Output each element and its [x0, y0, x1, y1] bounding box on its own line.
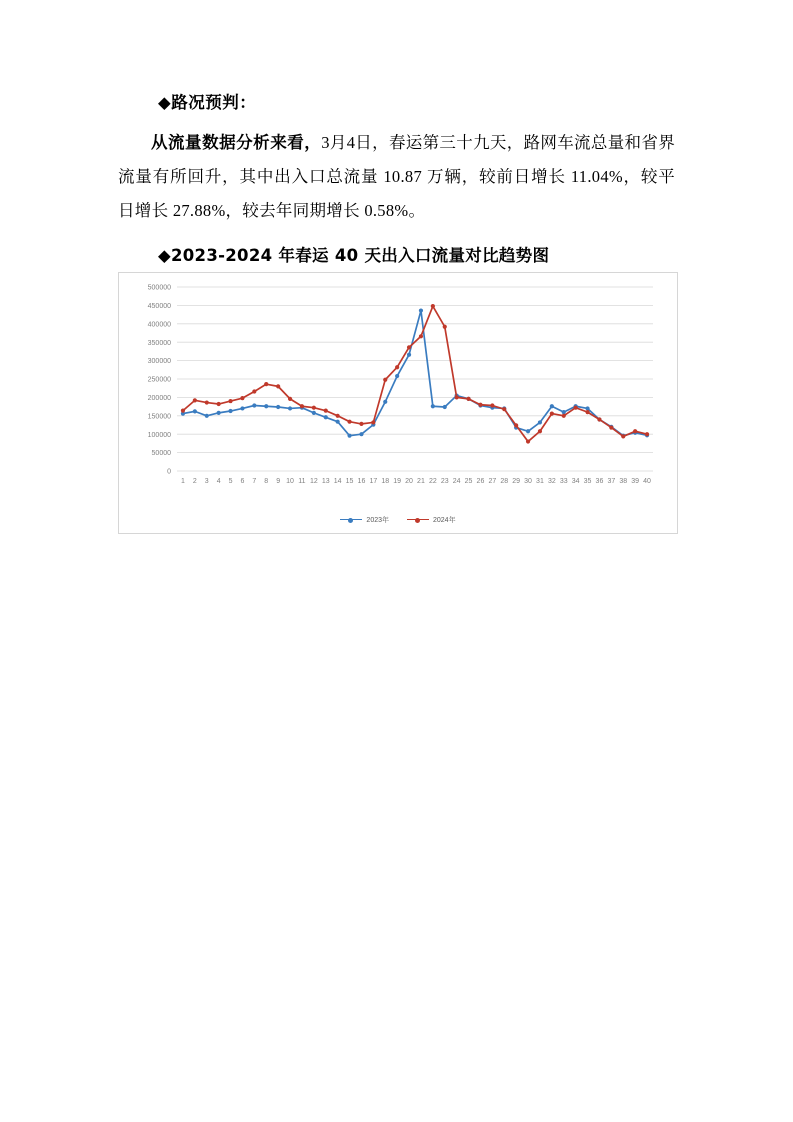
- svg-text:34: 34: [571, 477, 580, 485]
- paragraph-lead: 从流量数据分析来看，: [151, 133, 322, 153]
- svg-text:23: 23: [440, 477, 449, 485]
- svg-text:6: 6: [240, 477, 245, 485]
- svg-text:24: 24: [452, 477, 461, 485]
- svg-text:11: 11: [298, 477, 306, 485]
- legend-line-icon: [340, 519, 362, 520]
- svg-text:19: 19: [393, 477, 402, 485]
- svg-text:300000: 300000: [147, 358, 171, 366]
- svg-text:8: 8: [264, 477, 269, 485]
- svg-text:150000: 150000: [147, 413, 171, 421]
- svg-text:15: 15: [345, 477, 354, 485]
- svg-text:16: 16: [357, 477, 366, 485]
- chart-caption: ◆2023-2024 年春运 40 天出入口流量对比趋势图: [158, 245, 550, 265]
- svg-text:35: 35: [583, 477, 592, 485]
- body-paragraph: [118, 126, 675, 227]
- svg-text:29: 29: [512, 477, 521, 485]
- svg-text:10: 10: [286, 477, 294, 485]
- svg-text:17: 17: [369, 477, 378, 485]
- svg-text:200000: 200000: [147, 394, 171, 402]
- svg-text:25: 25: [464, 477, 473, 485]
- svg-text:2: 2: [192, 477, 197, 485]
- svg-text:7: 7: [252, 477, 257, 485]
- svg-text:22: 22: [428, 477, 437, 485]
- svg-text:30: 30: [524, 477, 532, 485]
- svg-text:26: 26: [476, 477, 485, 485]
- svg-text:28: 28: [500, 477, 509, 485]
- svg-text:18: 18: [381, 477, 390, 485]
- svg-text:450000: 450000: [147, 302, 171, 310]
- svg-text:5: 5: [228, 477, 233, 485]
- legend-line-icon: [407, 519, 429, 520]
- line-chart: [119, 273, 677, 533]
- svg-text:3: 3: [204, 477, 209, 485]
- paragraph-rest: 3月4日，春运第三十九天，路网车流总量和省界流量有所回升，其中出入口总流量 10.87 万辆，较前日增长 11.04%，较平日增长 27.88%，较去年同期增长 0.58%。: [118, 133, 676, 221]
- svg-text:13: 13: [321, 477, 330, 485]
- svg-text:500000: 500000: [147, 284, 171, 292]
- chart-container: [118, 272, 678, 534]
- svg-text:12: 12: [309, 477, 318, 485]
- svg-text:33: 33: [559, 477, 568, 485]
- legend-label: 2024年: [433, 516, 456, 524]
- legend-item-2024: [407, 515, 456, 525]
- svg-text:38: 38: [619, 477, 628, 485]
- svg-text:100000: 100000: [147, 431, 171, 439]
- svg-text:36: 36: [595, 477, 604, 485]
- svg-text:37: 37: [607, 477, 616, 485]
- svg-text:50000: 50000: [151, 450, 171, 458]
- legend-item-2023: [340, 515, 389, 525]
- svg-text:9: 9: [276, 477, 281, 485]
- svg-text:350000: 350000: [147, 339, 171, 347]
- svg-text:400000: 400000: [147, 321, 171, 329]
- legend-label: 2023年: [366, 516, 389, 524]
- svg-text:27: 27: [488, 477, 497, 485]
- svg-text:4: 4: [216, 477, 221, 485]
- svg-text:1: 1: [180, 477, 185, 485]
- svg-text:40: 40: [643, 477, 651, 485]
- section-heading: ◆路况预判：: [158, 93, 257, 112]
- svg-text:250000: 250000: [147, 376, 171, 384]
- chart-legend: [119, 515, 677, 525]
- svg-text:21: 21: [417, 477, 425, 485]
- svg-text:32: 32: [547, 477, 556, 485]
- svg-text:0: 0: [167, 468, 171, 476]
- svg-text:14: 14: [333, 477, 342, 485]
- svg-text:20: 20: [405, 477, 413, 485]
- svg-text:39: 39: [631, 477, 640, 485]
- svg-text:31: 31: [536, 477, 544, 485]
